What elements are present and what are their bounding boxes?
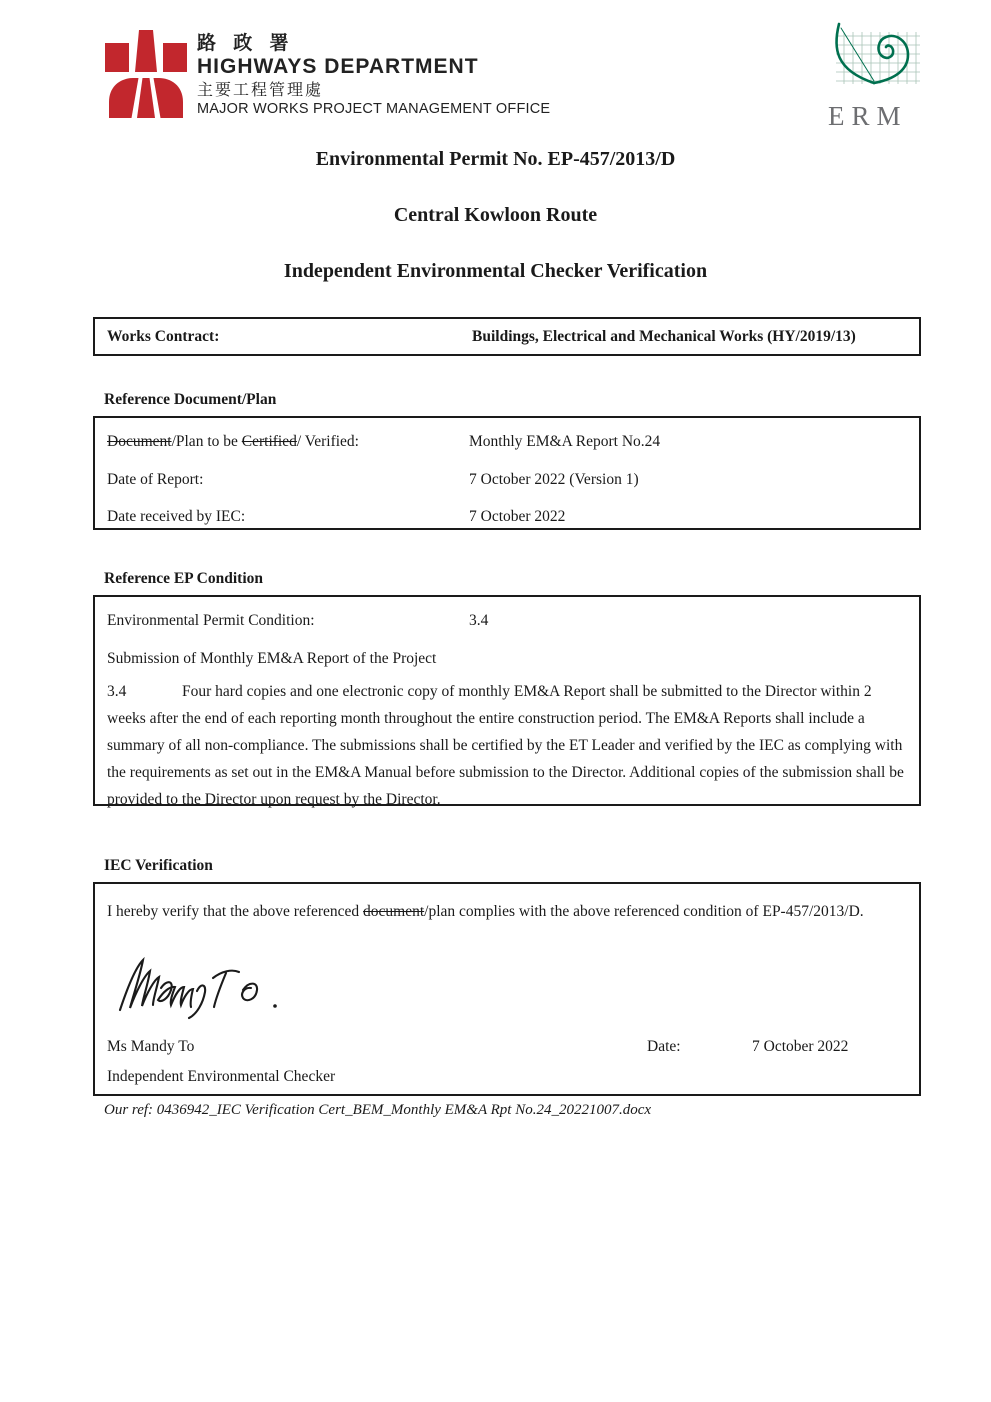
erm-logo [822,22,930,132]
date-received-value: 7 October 2022 [469,508,566,526]
ep-condition-row [107,610,907,632]
label-end-text: / Verified: [296,433,359,450]
reference-ep-heading: Reference EP Condition [104,570,264,587]
signature-date-label: Date: [647,1038,681,1055]
label-mid-text: /Plan to be [171,433,242,450]
signer-title: Independent Environmental Checker [107,1068,336,1085]
dept-name-en: HIGHWAYS DEPARTMENT [197,54,479,78]
struck-word-certified: Certified [241,433,297,450]
page-title-permit-no: Environmental Permit No. EP-457/2013/D [315,148,676,170]
reference-document-heading: Reference Document/Plan [104,391,277,408]
works-contract-value: Buildings, Electrical and Mechanical Works (HY/2019/13) [472,327,856,345]
struck-word-document: Document [107,433,172,450]
page-title-doc-type: Independent Environmental Checker Verification [283,260,708,282]
office-name-zh: 主要工程管理處 [197,81,324,99]
works-contract-box [93,317,921,356]
date-of-report-label: Date of Report: [107,470,204,488]
signer-name: Ms Mandy To [107,1038,195,1055]
erm-wordmark: ERM [828,101,908,131]
struck-word-document-2: document [363,903,425,920]
document-plan-label [107,431,469,453]
ep-condition-subheading: Submission of Monthly EM&A Report of the Project [107,649,437,667]
clause-text: Four hard copies and one electronic copy of monthly EM&A Report shall be submitted to the Director within 2 weeks after the end of each reporting month throughout the entire construction period. The EM&A Reports shall include a summary of all non-compliance. The submissions shall be certified by the ET Leader and verified by the IEC as complying with the requirements as set out in the EM&A Manual before submission to the Director. Additional copies of the submission shall be provided to the Director upon request by the Director. [107,683,904,809]
reference-document-box [93,416,921,530]
ep-condition-label: Environmental Permit Condition: [107,612,315,629]
date-received-row [107,506,907,528]
statement-pre: I hereby verify that the above referenced [107,903,364,920]
date-of-report-value: 7 October 2022 (Version 1) [469,470,639,488]
date-of-report-row [107,469,907,491]
date-received-label: Date received by IEC: [107,508,246,526]
page-title-project: Central Kowloon Route [393,204,598,226]
signature-date-value: 7 October 2022 [752,1038,849,1055]
iec-verification-heading: IEC Verification [104,857,213,874]
works-contract-label: Works Contract: [107,327,220,345]
department-wordmark [197,33,550,118]
document-plan-row [107,431,907,453]
verification-statement [107,900,897,925]
erm-logo-graphic [822,22,926,98]
ep-condition-clause [107,679,907,814]
highways-department-logo [105,30,187,118]
dept-name-zh: 路 政 署 [197,33,295,54]
our-ref-line: Our ref: 0436942_IEC Verification Cert_BEM_Monthly EM&A Rpt No.24_20221007.docx [104,1102,652,1118]
ep-condition-value: 3.4 [469,612,489,629]
iec-verification-box [93,882,921,1096]
document-plan-value: Monthly EM&A Report No.24 [469,433,661,450]
signature [115,950,290,1022]
clause-number: 3.4 [107,683,127,701]
reference-ep-box [93,595,921,809]
statement-post: /plan complies with the above referenced condition of EP-457/2013/D. [424,903,864,920]
office-name-en: MAJOR WORKS PROJECT MANAGEMENT OFFICE [197,100,551,117]
